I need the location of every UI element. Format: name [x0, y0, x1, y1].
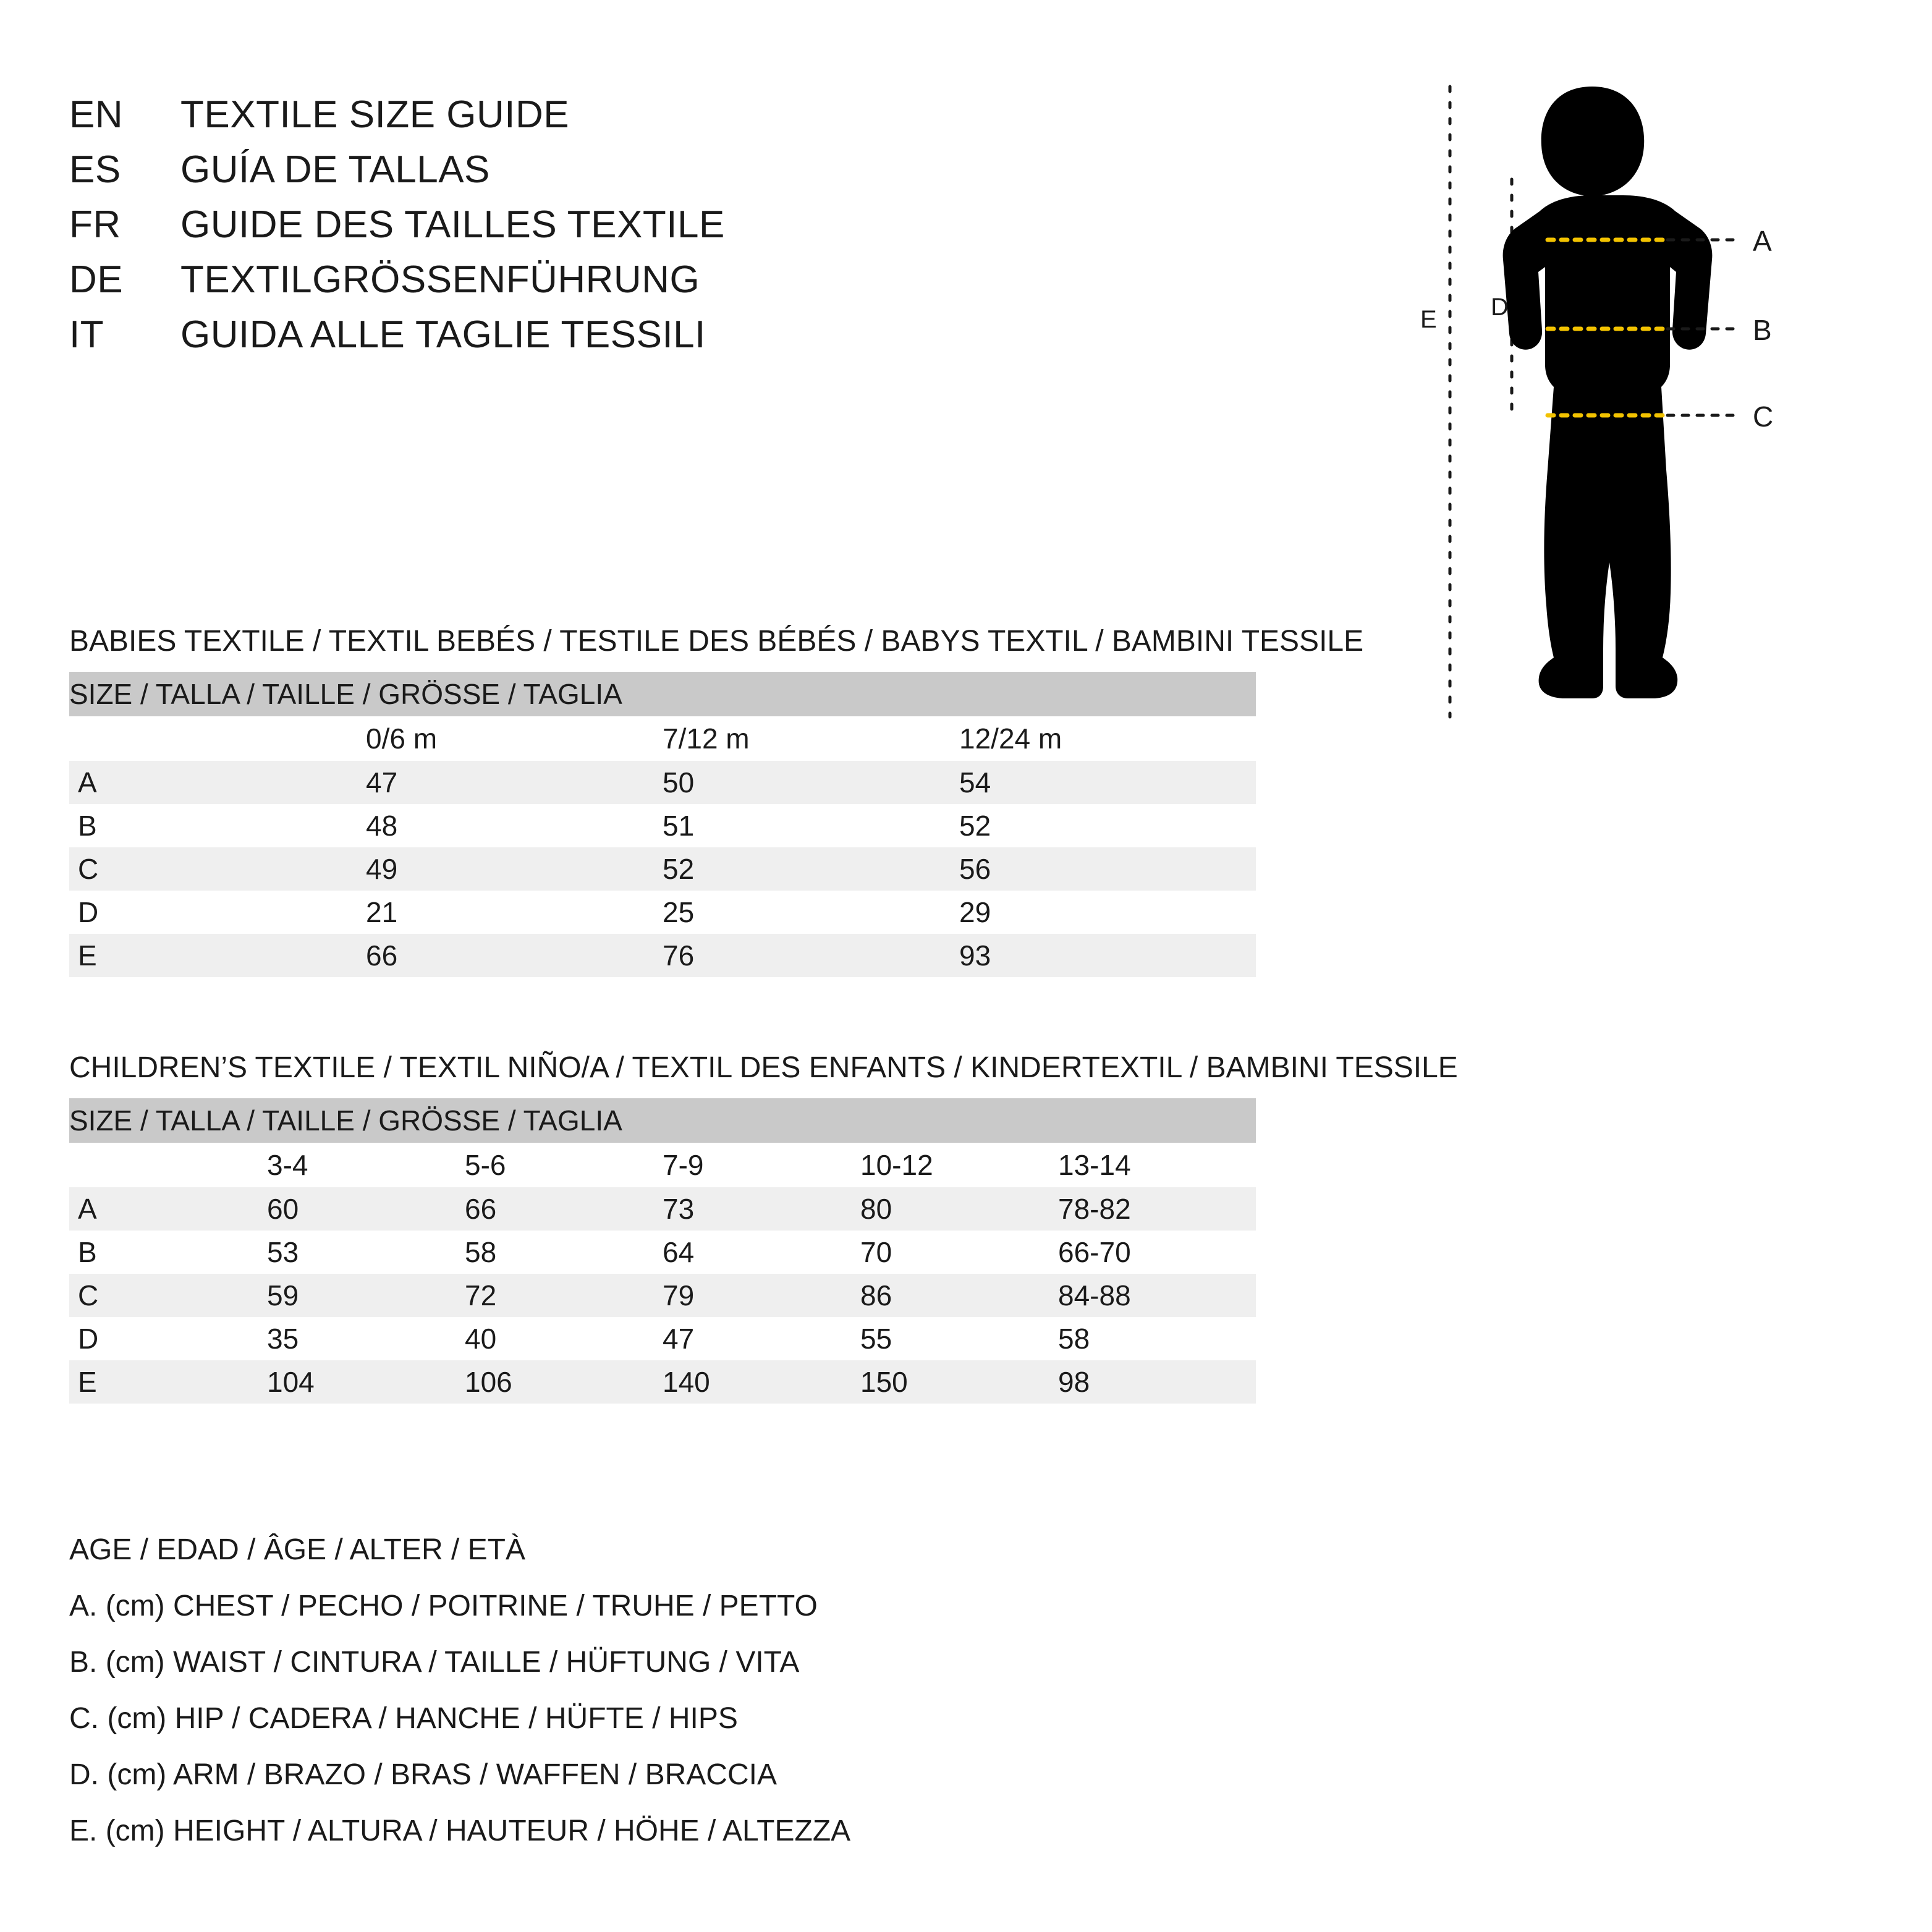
children-row-label-a: A [69, 1187, 267, 1231]
legend-arm: D. (cm) ARM / BRAZO / BRAS / WAFFEN / BRACCIA [69, 1758, 777, 1791]
babies-row-label-a: A [69, 761, 366, 804]
children-row-label-e: E [69, 1360, 267, 1404]
children-e-1: 104 [267, 1360, 465, 1404]
babies-a-1: 47 [366, 761, 663, 804]
children-d-3: 47 [663, 1323, 695, 1355]
children-b-1: 53 [267, 1236, 299, 1268]
children-column-header-row [69, 1143, 1256, 1187]
children-a-4: 80 [860, 1187, 1058, 1231]
children-table-header: SIZE / TALLA / TAILLE / GRÖSSE / TAGLIA [69, 1098, 1256, 1143]
marker-label-c: C [1753, 400, 1774, 433]
babies-c-2: 52 [663, 847, 959, 891]
children-row-label-c: C [69, 1274, 267, 1317]
babies-d-3: 29 [959, 896, 991, 928]
marker-label-b: B [1753, 314, 1772, 346]
children-a-1: 60 [267, 1187, 465, 1231]
legend-age: AGE / EDAD / ÂGE / ALTER / ETÀ [69, 1533, 525, 1566]
title-lang-es: ES [69, 148, 121, 191]
children-b-2: 58 [465, 1236, 497, 1268]
children-colhdr-1: 3-4 [267, 1143, 465, 1187]
children-colhdr-4: 10-12 [860, 1143, 1058, 1187]
babies-b-3: 52 [959, 810, 991, 842]
children-c-1: 59 [267, 1274, 465, 1317]
table-row [69, 847, 1256, 891]
children-d-5: 58 [1058, 1323, 1090, 1355]
babies-section [69, 624, 1364, 977]
legend-waist: B. (cm) WAIST / CINTURA / TAILLE / HÜFTUNG / VITA [69, 1646, 800, 1679]
title-row-de [69, 258, 934, 302]
babies-row-label-c: C [69, 847, 366, 891]
children-a-3: 73 [663, 1187, 860, 1231]
children-size-table [69, 1098, 1256, 1404]
legend-chest: A. (cm) CHEST / PECHO / POITRINE / TRUHE / PETTO [69, 1590, 818, 1622]
legend-block [69, 1533, 1429, 1870]
children-c-5: 84-88 [1058, 1274, 1256, 1317]
babies-row-label-e: E [69, 934, 366, 977]
legend-height: E. (cm) HEIGHT / ALTURA / HAUTEUR / HÖHE / ALTEZZA [69, 1815, 851, 1847]
babies-column-header-row [69, 716, 1256, 761]
babies-row-label-d: D [78, 896, 99, 928]
title-text-de: TEXTILGRÖSSENFÜHRUNG [180, 258, 700, 301]
title-text-en: TEXTILE SIZE GUIDE [180, 93, 570, 136]
babies-d-2: 25 [663, 896, 695, 928]
babies-table-header: SIZE / TALLA / TAILLE / GRÖSSE / TAGLIA [69, 672, 1256, 716]
legend-hip: C. (cm) HIP / CADERA / HANCHE / HÜFTE / HIPS [69, 1702, 738, 1735]
title-text-fr: GUIDE DES TAILLES TEXTILE [180, 203, 725, 246]
title-row-fr [69, 203, 934, 247]
title-lang-fr: FR [69, 203, 121, 246]
children-table-header-row [69, 1098, 1256, 1143]
babies-a-2: 50 [663, 761, 959, 804]
babies-e-3: 93 [959, 934, 1256, 977]
children-b-3: 64 [663, 1236, 695, 1268]
babies-c-3: 56 [959, 847, 1256, 891]
title-lang-it: IT [69, 313, 104, 356]
title-text-es: GUÍA DE TALLAS [180, 148, 490, 191]
babies-colhdr-blank [69, 716, 366, 761]
table-row [69, 761, 1256, 804]
marker-label-a: A [1753, 225, 1772, 257]
children-d-1: 35 [267, 1323, 299, 1355]
babies-table-header-row [69, 672, 1256, 716]
babies-e-2: 76 [663, 934, 959, 977]
babies-b-2: 51 [663, 810, 695, 842]
children-c-4: 86 [860, 1274, 1058, 1317]
children-e-4: 150 [860, 1360, 1058, 1404]
marker-label-e: E [1420, 306, 1437, 333]
babies-row-label-b: B [78, 810, 97, 842]
babies-e-1: 66 [366, 934, 663, 977]
title-text-it: GUIDA ALLE TAGLIE TESSILI [180, 313, 706, 356]
children-e-2: 106 [465, 1360, 663, 1404]
children-e-3: 140 [663, 1360, 860, 1404]
children-colhdr-2: 5-6 [465, 1143, 663, 1187]
table-row [69, 1231, 1256, 1274]
babies-b-1: 48 [366, 810, 398, 842]
title-row-es [69, 148, 934, 192]
table-row [69, 1360, 1256, 1404]
babies-c-1: 49 [366, 847, 663, 891]
babies-colhdr-1: 0/6 m [366, 716, 663, 761]
title-block [69, 93, 934, 368]
babies-size-table [69, 672, 1256, 977]
babies-caption: BABIES TEXTILE / TEXTIL BEBÉS / TESTILE DES BÉBÉS / BABYS TEXTIL / BAMBINI TESSILE [69, 625, 1364, 658]
babies-a-3: 54 [959, 761, 1256, 804]
children-c-2: 72 [465, 1274, 663, 1317]
children-a-2: 66 [465, 1187, 663, 1231]
children-colhdr-5: 13-14 [1058, 1143, 1256, 1187]
children-colhdr-3: 7-9 [663, 1143, 860, 1187]
children-c-3: 79 [663, 1274, 860, 1317]
children-e-5: 98 [1058, 1360, 1256, 1404]
babies-d-1: 21 [366, 896, 398, 928]
children-d-4: 55 [860, 1323, 892, 1355]
marker-label-d: D [1491, 294, 1509, 321]
children-row-label-b: B [78, 1236, 97, 1268]
children-b-4: 70 [860, 1236, 892, 1268]
children-d-2: 40 [465, 1323, 497, 1355]
title-row-it [69, 313, 934, 357]
children-caption: CHILDREN’S TEXTILE / TEXTIL NIÑO/A / TEXTIL DES ENFANTS / KINDERTEXTIL / BAMBINI TESSILE [69, 1051, 1458, 1084]
table-row [69, 891, 1256, 934]
measurement-figure [1388, 74, 1858, 754]
table-row [69, 1187, 1256, 1231]
table-row [69, 804, 1256, 847]
children-section [69, 1051, 1458, 1404]
children-colhdr-blank [69, 1143, 267, 1187]
children-a-5: 78-82 [1058, 1187, 1256, 1231]
title-row-en [69, 93, 934, 137]
babies-colhdr-2: 7/12 m [663, 716, 959, 761]
title-lang-en: EN [69, 93, 124, 136]
children-b-5: 66-70 [1058, 1236, 1131, 1268]
table-row [69, 934, 1256, 977]
table-row [69, 1317, 1256, 1360]
child-silhouette [1503, 87, 1713, 698]
children-row-label-d: D [78, 1323, 99, 1355]
table-row [69, 1274, 1256, 1317]
title-lang-de: DE [69, 258, 124, 301]
babies-colhdr-3: 12/24 m [959, 716, 1256, 761]
